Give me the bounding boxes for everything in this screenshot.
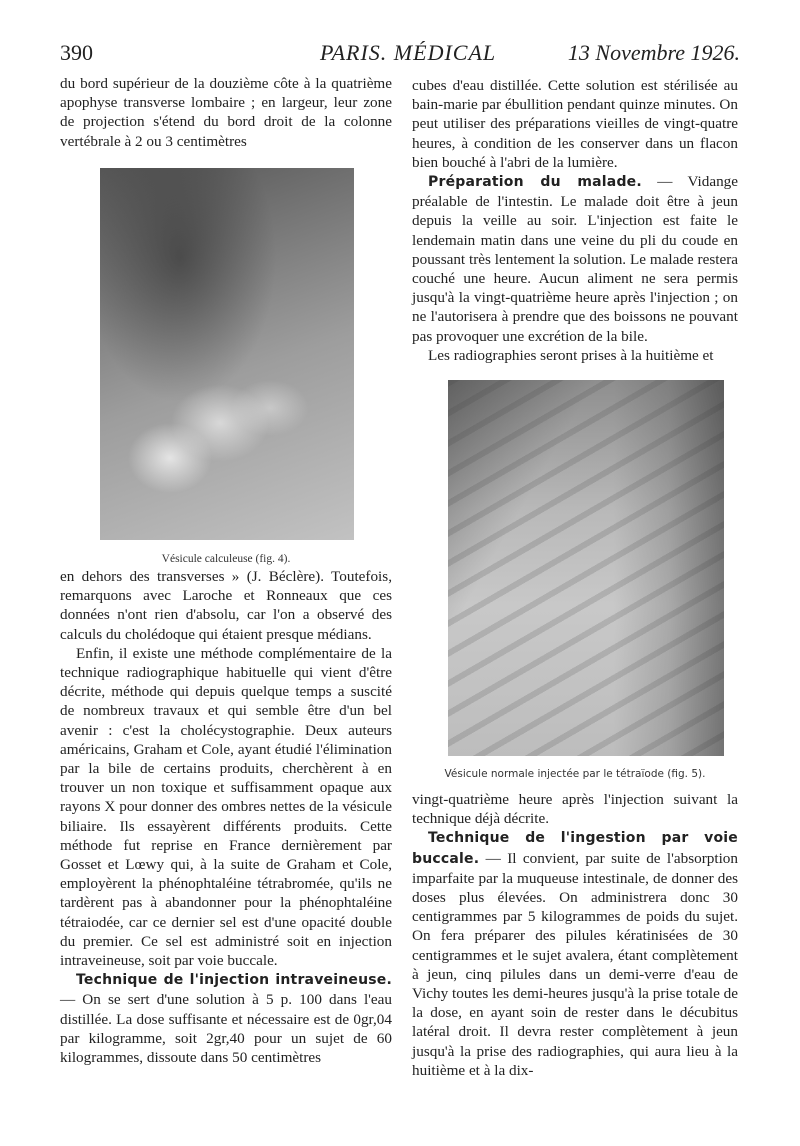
section-text-preparation: — Vidange préalable de l'intestin. Le malade doit être à jeun depuis la veille au soir. L'injection est faite le lendemain matin dans une veine du pli du coude en poussant très lentement la solution. Le malade restera couché une heure. Aucun aliment ne sera permis jusqu'à la vingt-quatrième heure après l'injection ; on ne l'autorisera à prendre que des boissons ne pouvant pas provoquer une excrétion de la bile. <box>412 173 739 345</box>
left-column-body <box>60 567 392 1067</box>
section-heading-preparation: Préparation du malade. <box>428 174 642 191</box>
right-column-body <box>412 790 738 1080</box>
section-heading-ingestion: Technique de l'ingestion par voie buccale. <box>412 830 738 867</box>
left-column-top <box>60 74 392 151</box>
section-text-injection: — On se sert d'une solution à 5 p. 100 dans l'eau distillée. La dose suffisante et nécessaire est de 0gr,04 par kilogramme, soit 2gr,40 pour un sujet de 60 kilogrammes, dissoute dans 50 centimètres <box>60 991 392 1067</box>
right-column-top <box>412 76 738 365</box>
left-paragraph-2: Enfin, il existe une méthode complémentaire de la technique radiographique habituelle qui vient d'être décrite, méthode qui depuis quelque temps a suscité de nombreux travaux et qui semble être d'un bel avenir : c'est la cholécystographie. Deux auteurs américains, Graham et Cole, ayant étudié l'élimination par la bile de certains produits, cherchèrent à en trouver un non toxique et suffisamment opaque aux rayons X pour donner des ombres nettes de la vésicule biliaire. Ils essayèrent différents produits. Cette méthode fut reprise en France dernièrement par Gosset et Lœwy qui, à la suite de Graham et Cole, employèrent la phénophtaléine tétrabromée, qu'ils ne tardèrent pas à abandonner pour la phénophtaléine tétraiodée, car ce dernier sel est d'une opacité double du premier. Ce sel est administré soit en injection intraveineuse, soit par voie buccale. <box>60 644 392 970</box>
left-section-paragraph <box>60 970 392 1067</box>
figure-4-radiograph <box>100 168 354 540</box>
journal-title: PARIS. MÉDICAL <box>320 40 497 65</box>
figure-5-radiograph <box>448 380 724 756</box>
section-text-ingestion: — Il convient, par suite de l'absorption imparfaite par la muqueuse intestinale, de donner des doses plus élevées. On administrera donc 30 centigrammes par 5 kilogrammes de poids du sujet. On fera préparer des pilules kératinisées de 30 centigrammes et le sujet avalera, étant complètement à jeun, cinq pilules dans un demi-verre d'eau de Vichy toutes les demi-heures jusqu'à la prise totale de la dose, en ayant soin de rester dans le décubitus latéral droit. Il devra rester complètement à jeun jusqu'à la prise des radiographies, qui aura lieu à la huitième et à la dix- <box>412 849 738 1079</box>
running-header <box>60 40 740 70</box>
right-intro-paragraph: cubes d'eau distillée. Cette solution est stérilisée au bain-marie par ébullition pendant quinze minutes. On peut utiliser des préparations vieilles de vingt-quatre heures, à condition de les conserver dans un flacon bien bouché à l'abri de la lumière. <box>412 77 738 171</box>
right-prep-paragraph <box>412 172 738 346</box>
left-intro-paragraph: du bord supérieur de la douzième côte à la quatrième apophyse transverse lombaire ; en largeur, leur zone de projection s'étend du bord droit de la colonne vertébrale à 2 ou 3 centimètres <box>60 75 392 150</box>
figure-5-caption: Vésicule normale injectée par le tétraïode (fig. 5). <box>444 768 706 780</box>
right-after-figure-paragraph: vingt-quatrième heure après l'injection suivant la technique déjà décrite. <box>412 791 738 828</box>
right-ingest-paragraph <box>412 828 738 1080</box>
issue-date: 13 Novembre 1926. <box>567 40 740 65</box>
left-paragraph-1: en dehors des transverses » (J. Béclère). Toutefois, remarquons avec Laroche et Ronneaux que ces données n'ont rien d'absolu, car l'on a observé des calculs du cholédoque qui étaient presque médians. <box>60 568 392 643</box>
figure-4-caption: Vésicule calculeuse (fig. 4). <box>161 553 291 565</box>
page-number: 390 <box>60 40 93 65</box>
right-radio-paragraph: Les radiographies seront prises à la huitième et <box>428 346 714 364</box>
section-heading-injection: Technique de l'injection intraveineuse. <box>76 972 392 989</box>
